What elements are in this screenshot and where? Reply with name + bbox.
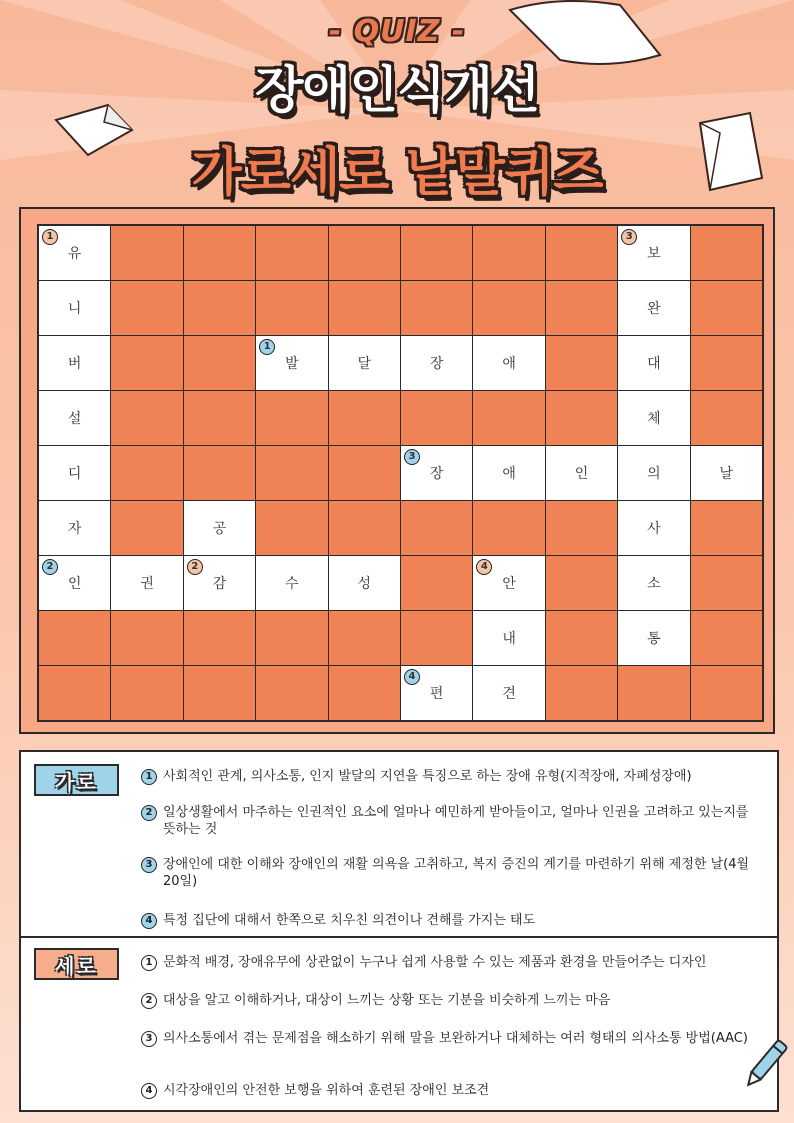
grid-cell-block [473,226,544,280]
grid-cell-block [184,336,255,390]
grid-cell-block [111,446,182,500]
grid-cell-block [691,391,762,445]
grid-cell-block [401,501,472,555]
quiz-label: - QUIZ - [328,14,466,49]
cell-character: 날 [719,466,734,482]
clue-text: 의사소통에서 겪는 문제점을 해소하기 위해 말을 보완하거나 대체하는 여러 형태의 의사소통 방법(AAC) [163,1031,748,1046]
grid-cell-block [473,501,544,555]
grid-cell-block [111,336,182,390]
grid-cell-letter[interactable] [473,446,544,500]
cell-character: 설 [67,411,82,427]
crossword-panel [19,207,775,734]
grid-cell-block [546,556,617,610]
clue-number: 2 [141,805,157,821]
grid-cell-letter[interactable] [329,336,400,390]
grid-cell-block [691,226,762,280]
grid-cell-block [618,666,689,720]
clue-text: 시각장애인의 안전한 보행을 위하여 훈련된 장애인 보조견 [163,1083,490,1098]
grid-cell-letter[interactable] [473,556,544,610]
grid-cell-block [111,501,182,555]
grid-cell-block [329,226,400,280]
grid-cell-letter[interactable] [546,446,617,500]
grid-cell-block [184,611,255,665]
grid-cell-letter[interactable] [184,556,255,610]
grid-cell-block [546,501,617,555]
grid-cell-letter[interactable] [39,446,110,500]
clue-number-badge: 4 [404,669,420,685]
grid-cell-block [546,666,617,720]
cell-character: 대 [647,356,661,372]
clue-number: 4 [141,913,157,929]
cell-character: 성 [357,576,372,592]
cell-character: 수 [285,576,299,592]
grid-cell-letter[interactable] [329,556,400,610]
grid-cell-block [256,226,327,280]
grid-cell-letter[interactable] [184,501,255,555]
grid-cell-block [256,501,327,555]
across-clue-1 [141,768,761,785]
cell-character: 편 [429,686,444,702]
cell-character: 사 [647,521,661,537]
grid-cell-block [691,611,762,665]
grid-cell-block [691,501,762,555]
across-tag: 가로 [34,764,119,796]
clue-text: 장애인에 대한 이해와 장애인의 재활 의욕을 고취하고, 복지 증진의 계기를 마련하기 위해 제정한 날(4월 20일) [163,857,750,889]
clue-number: 1 [141,769,157,785]
clue-number-badge: 2 [42,559,58,575]
cell-character: 보 [647,246,661,262]
cell-character: 애 [502,466,516,482]
grid-cell-block [473,281,544,335]
grid-cell-letter[interactable] [39,281,110,335]
clue-number-badge: 2 [187,559,203,575]
grid-cell-block [401,281,472,335]
grid-cell-letter[interactable] [256,336,327,390]
clue-number-badge: 3 [404,449,420,465]
cell-character: 체 [647,411,661,427]
grid-cell-block [401,611,472,665]
grid-cell-letter[interactable] [401,446,472,500]
grid-cell-block [473,391,544,445]
grid-cell-block [401,556,472,610]
grid-cell-block [401,226,472,280]
grid-cell-block [546,611,617,665]
grid-cell-letter[interactable] [691,446,762,500]
clue-text: 사회적인 관계, 의사소통, 인지 발달의 지연을 특징으로 하는 장애 유형(지적장애, 자폐성장애) [163,769,692,784]
clue-text: 일상생활에서 마주하는 인권적인 요소에 얼마나 예민하게 받아들이고, 얼마나 인권을 고려하고 있는지를 뜻하는 것 [163,805,749,837]
grid-cell-letter[interactable] [39,336,110,390]
grid-cell-letter[interactable] [401,666,472,720]
cell-character: 권 [140,576,154,592]
clue-number-badge: 1 [42,229,58,245]
clue-number-badge: 3 [621,229,637,245]
across-clue-4 [141,912,761,929]
grid-cell-block [691,666,762,720]
grid-cell-block [111,611,182,665]
cell-character: 애 [502,356,516,372]
grid-cell-block [111,391,182,445]
grid-cell-letter[interactable] [618,281,689,335]
cell-character: 발 [285,356,299,372]
grid-cell-block [256,666,327,720]
grid-cell-block [329,446,400,500]
grid-cell-letter[interactable] [111,556,182,610]
cell-character: 의 [647,466,661,482]
cell-character: 인 [574,466,589,482]
grid-cell-letter[interactable] [39,226,110,280]
grid-cell-letter[interactable] [618,611,689,665]
across-clue-3 [141,856,761,890]
grid-cell-block [329,501,400,555]
down-clue-1 [141,954,761,971]
grid-cell-block [256,611,327,665]
cell-character: 자 [67,521,82,537]
grid-cell-block [329,281,400,335]
clue-number-badge: 4 [476,559,492,575]
clue-number: 4 [141,1083,157,1099]
clue-divider [21,936,777,938]
grid-cell-block [111,666,182,720]
grid-cell-block [256,281,327,335]
grid-cell-letter[interactable] [473,336,544,390]
down-clue-4 [141,1082,761,1099]
cell-character: 니 [67,301,82,317]
cell-character: 달 [357,356,372,372]
across-clue-2 [141,804,761,838]
grid-cell-block [39,611,110,665]
page-subtitle: 가로세로 낱말퀴즈 [191,143,603,203]
cell-character: 디 [67,466,82,482]
grid-cell-block [184,226,255,280]
grid-cell-block [329,391,400,445]
grid-cell-letter[interactable] [618,556,689,610]
clue-text: 특정 집단에 대해서 한쪽으로 치우친 의견이나 견해를 가지는 태도 [163,913,536,928]
grid-cell-block [184,391,255,445]
grid-cell-block [401,391,472,445]
grid-cell-letter[interactable] [39,391,110,445]
grid-cell-block [546,336,617,390]
grid-cell-block [546,226,617,280]
crossword-grid [37,224,764,722]
down-clue-3 [141,1030,761,1047]
cell-character: 통 [647,631,661,647]
page-header [0,0,794,205]
grid-cell-block [691,281,762,335]
grid-cell-letter[interactable] [473,611,544,665]
grid-cell-block [111,226,182,280]
grid-cell-block [39,666,110,720]
cell-character: 완 [647,301,661,317]
grid-cell-block [546,391,617,445]
grid-cell-letter[interactable] [618,446,689,500]
grid-cell-letter[interactable] [618,226,689,280]
grid-cell-block [256,391,327,445]
grid-cell-block [111,281,182,335]
clues-panel [19,750,779,1112]
clue-number: 1 [141,955,157,971]
clue-number: 3 [141,857,157,873]
page-title: 장애인식개선 [255,61,539,119]
grid-cell-letter[interactable] [618,501,689,555]
cell-character: 장 [429,356,444,372]
cell-character: 공 [212,521,227,537]
clue-text: 문화적 배경, 장애유무에 상관없이 누구나 쉽게 사용할 수 있는 제품과 환경을 만들어주는 디자인 [163,955,707,970]
grid-cell-block [184,446,255,500]
grid-cell-letter[interactable] [39,556,110,610]
cell-character: 버 [67,356,82,372]
cell-character: 장 [429,466,444,482]
pen-icon [740,1035,790,1095]
grid-cell-letter[interactable] [618,391,689,445]
clue-number: 3 [141,1031,157,1047]
grid-cell-block [329,666,400,720]
grid-cell-letter[interactable] [618,336,689,390]
down-tag: 세로 [34,948,119,980]
grid-cell-block [691,556,762,610]
cell-character: 안 [502,576,516,592]
grid-cell-block [691,336,762,390]
clue-number-badge: 1 [259,339,275,355]
cell-character: 내 [502,631,516,647]
grid-cell-letter[interactable] [473,666,544,720]
grid-cell-block [329,611,400,665]
down-clue-2 [141,992,761,1009]
grid-cell-letter[interactable] [401,336,472,390]
cell-character: 유 [67,246,82,262]
grid-cell-block [184,666,255,720]
cell-character: 감 [212,576,227,592]
cell-character: 인 [67,576,82,592]
grid-cell-block [184,281,255,335]
cell-character: 견 [502,686,516,702]
grid-cell-block [546,281,617,335]
cell-character: 소 [647,576,661,592]
clue-text: 대상을 알고 이해하거나, 대상이 느끼는 상황 또는 기분을 비슷하게 느끼는 마음 [163,993,611,1008]
grid-cell-block [256,446,327,500]
grid-cell-letter[interactable] [39,501,110,555]
grid-cell-letter[interactable] [256,556,327,610]
clue-number: 2 [141,993,157,1009]
